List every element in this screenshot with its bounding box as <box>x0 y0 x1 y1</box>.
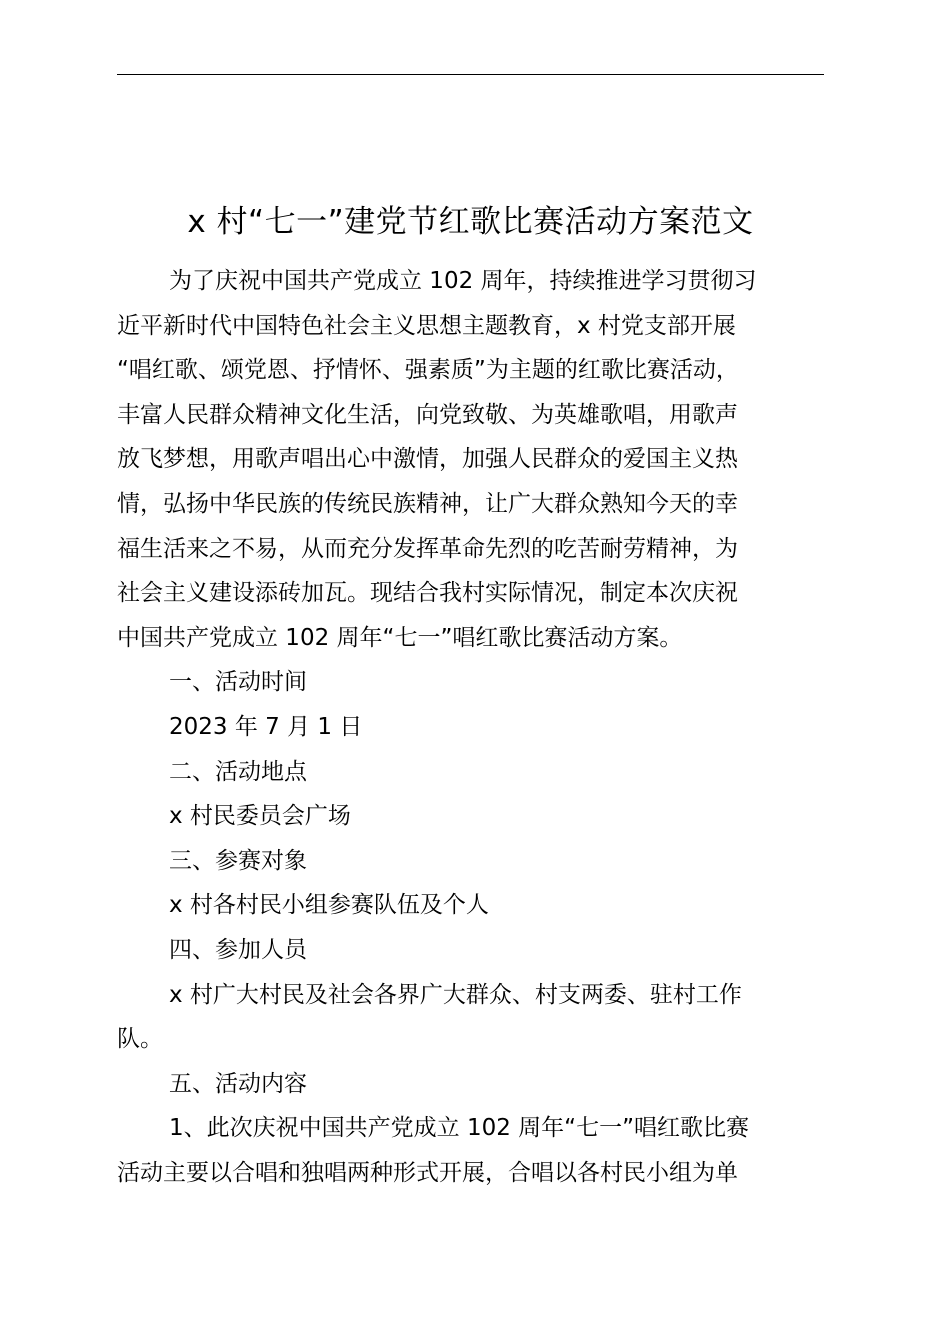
intro-line: 丰富人民群众精神文化生活，向党致敬、为英雄歌唱，用歌声 <box>117 401 738 428</box>
section-content-time: 2023 年 7 月 1 日 <box>169 713 363 740</box>
section-heading-location: 二、活动地点 <box>169 758 307 785</box>
document-body <box>117 259 824 1195</box>
section-content-location: x 村民委员会广场 <box>169 803 351 830</box>
intro-line: 情，弘扬中华民族的传统民族精神，让广大群众熟知今天的幸 <box>117 490 738 517</box>
header-rule <box>117 74 824 75</box>
activities-line: 活动主要以合唱和独唱两种形式开展，合唱以各村民小组为单 <box>117 1159 738 1186</box>
activities-line: 1、此次庆祝中国共产党成立 102 周年“七一”唱红歌比赛 <box>169 1115 749 1142</box>
section-heading-participants: 三、参赛对象 <box>169 847 307 874</box>
intro-paragraph <box>117 259 824 660</box>
section-heading-time: 一、活动时间 <box>169 669 307 696</box>
attendees-line: x 村广大村民及社会各界广大群众、村支两委、驻村工作 <box>169 981 742 1008</box>
intro-line: “唱红歌、颂党恩、抒情怀、强素质”为主题的红歌比赛活动， <box>117 357 739 384</box>
intro-line: 近平新时代中国特色社会主义思想主题教育，x 村党支部开展 <box>117 312 736 339</box>
section-heading-content: 五、活动内容 <box>169 1070 307 1097</box>
intro-line: 为了庆祝中国共产党成立 102 周年，持续推进学习贯彻习 <box>169 268 757 294</box>
document-title: x 村“七一”建党节红歌比赛活动方案范文 <box>187 204 754 240</box>
attendees-line: 队。 <box>117 1026 163 1053</box>
section-content-attendees <box>117 973 824 1062</box>
section-content-activities <box>117 1106 824 1195</box>
intro-line: 福生活来之不易，从而充分发挥革命先烈的吃苦耐劳精神，为 <box>117 535 738 562</box>
intro-line: 社会主义建设添砖加瓦。现结合我村实际情况，制定本次庆祝 <box>117 580 738 607</box>
section-heading-attendees: 四、参加人员 <box>169 936 307 963</box>
section-content-participants: x 村各村民小组参赛队伍及个人 <box>169 892 489 919</box>
intro-line: 中国共产党成立 102 周年“七一”唱红歌比赛活动方案。 <box>117 624 683 651</box>
intro-line: 放飞梦想，用歌声唱出心中激情，加强人民群众的爱国主义热 <box>117 446 738 473</box>
